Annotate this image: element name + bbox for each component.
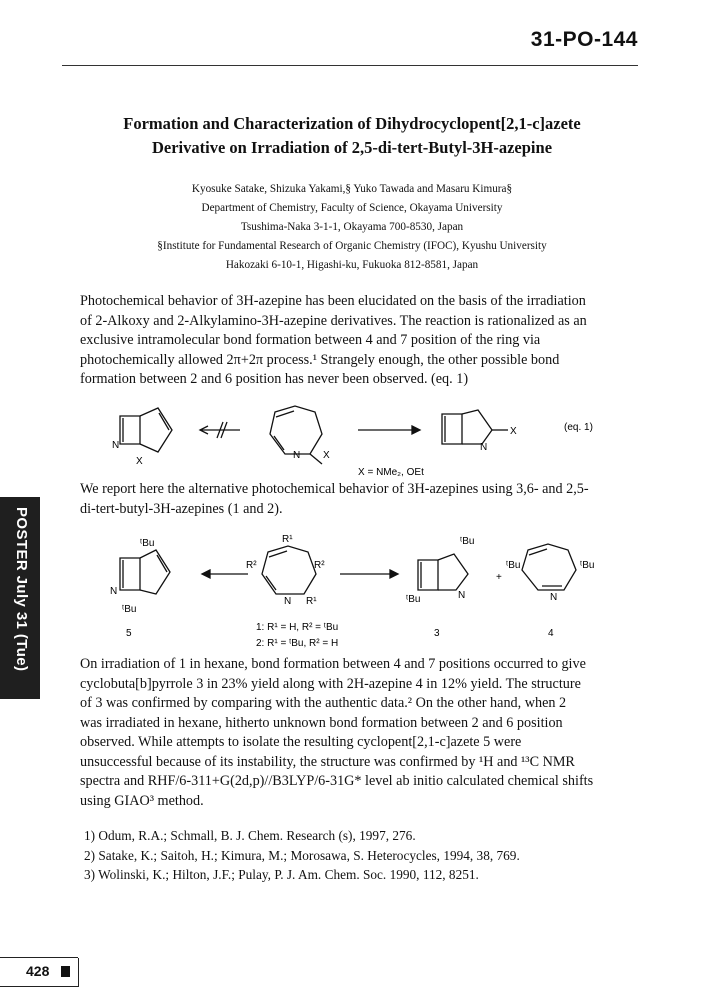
text-line: On irradiation of 1 in hexane, bond formation between 4 and 7 positions occurred to give [80, 656, 586, 672]
r1-label: R¹ [306, 596, 317, 607]
substituent-x: X [323, 450, 330, 461]
text-line: cyclobuta[b]pyrrole 3 in 23% yield along with 2H-azepine 4 in 12% yield. The structure [80, 675, 581, 692]
substituent-x: X [510, 426, 517, 437]
session-side-tab-text: POSTER July 31 (Tue) [13, 507, 30, 672]
atom-n: N [458, 590, 466, 601]
author-names: Kyosuke Satake, Shizuka Yakami,§ Yuko Tawada and Masaru Kimura§ [191, 183, 513, 195]
tbu-label: ᵗBu [406, 594, 421, 605]
reference-3: 3) Wolinski, K.; Hilton, J.F.; Pulay, P. J. Am. Chem. Soc. 1990, 112, 8251. [84, 867, 479, 882]
atom-n: N [110, 586, 118, 597]
references [84, 826, 624, 885]
compound-5-label: 5 [126, 628, 132, 639]
intro-paragraph [80, 292, 613, 390]
atom-n: N [284, 596, 292, 607]
reaction-scheme-2 [100, 528, 620, 652]
atom-n: N [293, 450, 301, 461]
substituent-x: X [136, 456, 143, 467]
compound-3-label: 3 [434, 628, 440, 639]
title-line-1: Formation and Characterization of Dihydrocyclopent[2,1-c]azete [123, 114, 581, 133]
tbu-label: ᵗBu [580, 560, 595, 571]
text-line: formation between 2 and 6 position has never been observed. (eq. 1) [80, 371, 469, 387]
text-line: photochemically allowed 2π+2π process.¹ Strangely enough, the other possible bond [80, 351, 560, 368]
poster-code: 31-PO-144 [530, 28, 638, 51]
compound-2-definition: 2: R¹ = ᵗBu, R² = H [256, 638, 339, 649]
text-line: Photochemical behavior of 3H-azepine has been elucidated on the basis of the irradiation [80, 293, 586, 309]
tbu-label: ᵗBu [460, 536, 475, 547]
reaction-scheme-1 [100, 400, 620, 482]
paper-title [60, 112, 644, 160]
r2-label: R² [314, 560, 325, 571]
text-line: of 2-Alkoxy and 2-Alkylamino-3H-azepine derivatives. The reaction is rationalized as an [80, 312, 587, 329]
azepine-ring [270, 406, 322, 454]
atom-n: N [112, 440, 120, 451]
azepine-ring [522, 544, 576, 590]
reference-2: 2) Satake, K.; Saitoh, H.; Kimura, M.; Morosawa, S. Heterocycles, 1994, 38, 769. [84, 847, 520, 863]
atom-n: N [480, 442, 488, 453]
r1-label: R¹ [282, 534, 293, 545]
text-line: was irradiated in hexane, hitherto unknown bond formation between 2 and 6 position [80, 714, 563, 731]
address-1: Tsushima-Naka 3-1-1, Okayama 700-8530, Japan [240, 221, 464, 233]
text-line: of 3 was confirmed by comparing with the authentic data.² On the other hand, when 2 [80, 695, 567, 711]
tbu-label: ᵗBu [140, 538, 155, 549]
atom-n: N [550, 592, 558, 603]
compound-1-definition: 1: R¹ = H, R² = ᵗBu [256, 622, 339, 633]
tbu-label: ᵗBu [506, 560, 521, 571]
address-2: Hakozaki 6-10-1, Higashi-ku, Fukuoka 812-8581, Japan [225, 259, 479, 271]
report-paragraph [80, 480, 613, 519]
r2-label: R² [246, 560, 257, 571]
header-rule [62, 65, 638, 66]
affiliation-2: §Institute for Fundamental Research of Organic Chemistry (IFOC), Kyushu University [157, 240, 547, 252]
text-line: unsuccessful because of its instability, the structure was confirmed by ¹H and ¹³C NMR [80, 753, 575, 770]
text-line: observed. While attempts to isolate the resulting cyclopent[2,1-c]azete 5 were [80, 734, 522, 750]
tbu-label: ᵗBu [122, 604, 137, 615]
text-line: using GIAO³ method. [80, 792, 204, 809]
text-line: exclusive intramolecular bond formation between 4 and 7 position of the ring via [80, 332, 541, 348]
azepine-ring [262, 546, 316, 594]
affiliation-1: Department of Chemistry, Faculty of Science, Okayama University [201, 202, 503, 214]
reference-1: 1) Odum, R.A.; Schmall, B. J. Chem. Research (s), 1997, 276. [84, 828, 416, 843]
results-paragraph [80, 655, 613, 811]
title-line-2: Derivative on Irradiation of 2,5-di-tert-Butyl-3H-azepine [151, 138, 553, 157]
eq-label: (eq. 1) [564, 422, 593, 433]
page-number: 428 [26, 963, 50, 979]
x-definition: X = NMe₂, OEt [358, 467, 424, 478]
text-line: di-tert-butyl-3H-azepines (1 and 2). [80, 500, 283, 517]
page-marker-square [61, 966, 70, 977]
text-line: spectra and RHF/6-311+G(2d,p)//B3LYP/6-31G* level ab initio calculated chemical shifts [80, 773, 594, 789]
author-block [60, 180, 644, 275]
plus-sign: + [496, 572, 502, 583]
text-line: We report here the alternative photochemical behavior of 3H-azepines using 3,6- and 2,5- [80, 481, 589, 497]
compound-4-label: 4 [548, 628, 554, 639]
